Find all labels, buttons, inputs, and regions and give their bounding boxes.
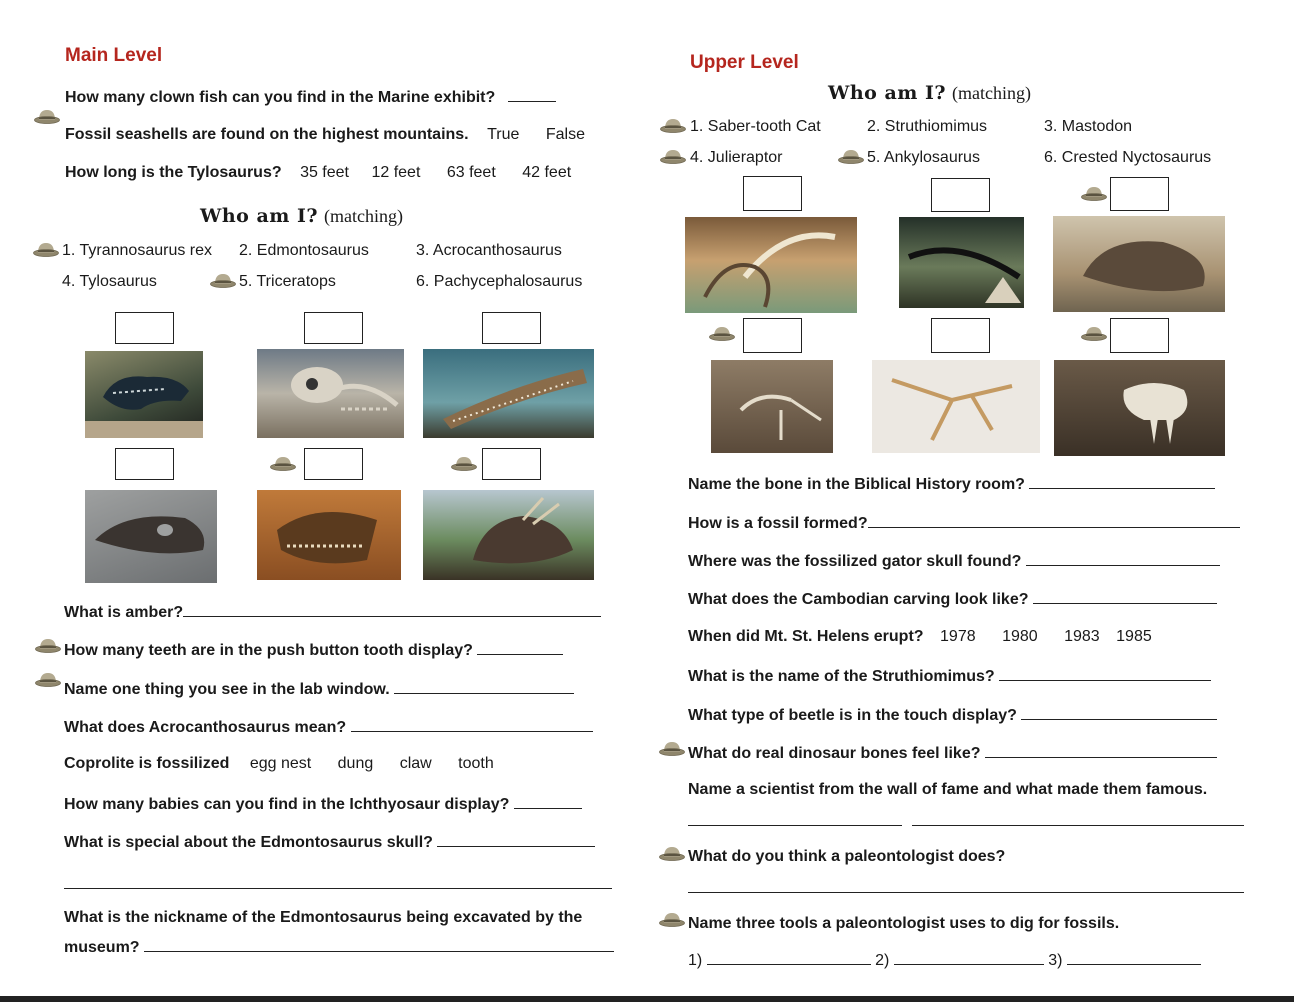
upper-who-item-5: 5. Ankylosaurus <box>867 149 980 166</box>
option-true[interactable]: True <box>487 126 520 143</box>
explorer-hat-icon <box>270 455 296 473</box>
answer-line[interactable] <box>477 640 563 655</box>
upper-q9-text: Name a scientist from the wall of fame and what made them famous. <box>688 781 1208 798</box>
upper-q11-text: Name three tools a paleontologist uses to dig for fossils. <box>688 915 1120 932</box>
upper-who-item-6: 6. Crested Nyctosaurus <box>1044 149 1212 166</box>
answer-box[interactable] <box>743 318 802 353</box>
answer-line[interactable] <box>183 602 601 617</box>
option-1983[interactable]: 1983 <box>1064 628 1100 645</box>
page-bottom-border <box>0 996 1294 1002</box>
main-who-item-2: 2. Edmontosaurus <box>239 242 369 259</box>
option-63-feet[interactable]: 63 feet <box>446 164 496 181</box>
answer-box[interactable] <box>304 448 363 480</box>
explorer-hat-icon <box>1081 185 1107 203</box>
option-dung[interactable]: dung <box>337 755 374 772</box>
answer-line[interactable] <box>1029 474 1215 489</box>
nyctosaurus-photo <box>899 217 1024 308</box>
main-q1 <box>65 87 556 107</box>
upper-q9 <box>688 781 1207 799</box>
answer-line[interactable] <box>394 679 574 694</box>
upper-q2 <box>688 513 1240 533</box>
upper-q7-text: What type of beetle is in the touch display? <box>688 707 1017 724</box>
answer-line[interactable] <box>144 937 614 952</box>
tool-3-label: 3) <box>1048 952 1063 969</box>
main-q3-text: How long is the Tylosaurus? <box>65 164 282 181</box>
explorer-hat-icon <box>33 241 59 259</box>
who-title: Who am I? <box>200 205 318 227</box>
main-level-heading: Main Level <box>65 45 163 66</box>
explorer-hat-icon <box>35 671 61 689</box>
explorer-hat-icon <box>35 637 61 655</box>
upper-q11 <box>688 915 1119 933</box>
julieraptor-skeleton-photo <box>711 360 833 453</box>
answer-box[interactable] <box>482 312 541 344</box>
main-q2-text: Fossil seashells are found on the highest mountains. <box>65 126 469 143</box>
main-q9 <box>64 794 582 814</box>
option-35-feet[interactable]: 35 feet <box>300 164 349 181</box>
tool-2-label: 2) <box>875 952 890 969</box>
upper-who-item-3: 3. Mastodon <box>1044 118 1133 135</box>
main-q10 <box>64 832 595 852</box>
upper-q3-text: Where was the fossilized gator skull found? <box>688 553 1022 570</box>
answer-box[interactable] <box>482 448 541 480</box>
answer-line[interactable] <box>437 832 595 847</box>
option-1980[interactable]: 1980 <box>1002 628 1038 645</box>
tools-answers <box>688 950 1201 970</box>
main-q6 <box>64 679 574 699</box>
answer-line[interactable] <box>985 743 1217 758</box>
main-q6-text: Name one thing you see in the lab window. <box>64 681 390 698</box>
answer-line[interactable] <box>64 888 612 889</box>
option-12-feet[interactable]: 12 feet <box>371 164 421 181</box>
option-1978[interactable]: 1978 <box>940 628 976 645</box>
upper-q5 <box>688 628 1152 646</box>
main-q11-text-cont: museum? <box>64 939 140 956</box>
explorer-hat-icon <box>659 911 685 929</box>
main-q10-text: What is special about the Edmontosaurus skull? <box>64 834 433 851</box>
main-who-item-4: 4. Tylosaurus <box>62 273 157 290</box>
upper-q6 <box>688 666 1211 686</box>
answer-line[interactable] <box>688 892 1244 893</box>
answer-line[interactable] <box>1021 705 1217 720</box>
main-who-am-i-title <box>200 205 403 227</box>
main-who-item-1: 1. Tyrannosaurus rex <box>62 242 213 259</box>
answer-box[interactable] <box>931 318 990 353</box>
upper-q8-text: What do real dinosaur bones feel like? <box>688 745 981 762</box>
answer-line[interactable] <box>999 666 1211 681</box>
triceratops-skull-photo <box>423 490 594 580</box>
who-sub: (matching) <box>324 206 404 226</box>
tool-1-label: 1) <box>688 952 703 969</box>
option-claw[interactable]: claw <box>399 755 432 772</box>
explorer-hat-icon <box>838 148 864 166</box>
answer-line[interactable] <box>351 717 593 732</box>
answer-box[interactable] <box>931 178 990 212</box>
option-egg-nest[interactable]: egg nest <box>249 755 312 772</box>
answer-box[interactable] <box>115 312 174 344</box>
main-q5-text: How many teeth are in the push button tooth display? <box>64 642 473 659</box>
upper-q6-text: What is the name of the Struthiomimus? <box>688 668 995 685</box>
main-q2 <box>65 126 585 144</box>
explorer-hat-icon <box>659 845 685 863</box>
explorer-hat-icon <box>210 272 236 290</box>
answer-line[interactable] <box>868 513 1240 528</box>
upper-q8 <box>688 743 1217 763</box>
answer-line[interactable] <box>1067 950 1201 965</box>
mastodon-skeleton-photo <box>685 217 857 313</box>
answer-line[interactable] <box>1026 551 1220 566</box>
upper-who-am-i-title <box>828 82 1031 104</box>
explorer-hat-icon <box>709 325 735 343</box>
saber-tooth-cat-skull-photo <box>1054 360 1225 456</box>
upper-q2-text: How is a fossil formed? <box>688 515 868 532</box>
main-q11-text: What is the nickname of the Edmontosaurus being excavated by the <box>64 909 583 926</box>
answer-box[interactable] <box>304 312 363 344</box>
explorer-hat-icon <box>660 117 686 135</box>
option-tooth[interactable]: tooth <box>458 755 494 772</box>
explorer-hat-icon <box>659 740 685 758</box>
main-q4-text: What is amber? <box>64 604 184 621</box>
who-title: Who am I? <box>828 82 946 104</box>
upper-q7 <box>688 705 1217 725</box>
acrocanthosaurus-skull-photo <box>257 490 401 580</box>
answer-box[interactable] <box>1110 177 1169 211</box>
upper-who-item-1: 1. Saber-tooth Cat <box>690 118 821 135</box>
main-q3 <box>65 164 571 182</box>
option-1985[interactable]: 1985 <box>1116 628 1152 645</box>
upper-q1 <box>688 474 1215 494</box>
upper-q5-text: When did Mt. St. Helens erupt? <box>688 628 924 645</box>
main-q9-text: How many babies can you find in the Ichthyosaur display? <box>64 796 510 813</box>
answer-line[interactable] <box>707 950 871 965</box>
tylosaurus-jaw-photo <box>423 349 594 438</box>
ankylosaurus-skull-photo <box>1053 216 1225 312</box>
upper-q10 <box>688 848 1005 866</box>
explorer-hat-icon <box>34 108 60 126</box>
upper-level-heading: Upper Level <box>690 52 799 73</box>
upper-who-item-4: 4. Julieraptor <box>690 149 783 166</box>
upper-q4 <box>688 589 1217 609</box>
main-q11-cont <box>64 937 614 957</box>
edmontosaurus-skull-photo <box>85 490 217 583</box>
answer-line[interactable] <box>912 825 1244 826</box>
main-who-item-5: 5. Triceratops <box>239 273 336 290</box>
answer-box[interactable] <box>743 176 802 211</box>
main-q1-text: How many clown fish can you find in the Marine exhibit? <box>65 89 496 106</box>
answer-line[interactable] <box>688 825 902 826</box>
trex-skull-photo <box>85 351 203 438</box>
main-q8-text: Coprolite is fossilized <box>64 755 230 772</box>
upper-q1-text: Name the bone in the Biblical History room? <box>688 476 1025 493</box>
main-q4 <box>64 602 601 622</box>
main-who-item-6: 6. Pachycephalosaurus <box>416 273 583 290</box>
struthiomimus-fossil-photo <box>872 360 1040 453</box>
main-who-item-3: 3. Acrocanthosaurus <box>416 242 562 259</box>
explorer-hat-icon <box>660 148 686 166</box>
main-q7 <box>64 717 593 737</box>
main-q8 <box>64 755 494 773</box>
pachycephalosaurus-skeleton-photo <box>257 349 404 438</box>
option-false[interactable]: False <box>545 126 585 143</box>
answer-box[interactable] <box>1110 318 1169 353</box>
main-q5 <box>64 640 563 660</box>
main-q11 <box>64 909 582 927</box>
explorer-hat-icon <box>451 455 477 473</box>
answer-line[interactable] <box>514 794 582 809</box>
option-42-feet[interactable]: 42 feet <box>522 164 572 181</box>
main-q7-text: What does Acrocanthosaurus mean? <box>64 719 347 736</box>
explorer-hat-icon <box>1081 325 1107 343</box>
upper-q3 <box>688 551 1220 571</box>
upper-q10-text: What do you think a paleontologist does? <box>688 848 1006 865</box>
answer-line[interactable] <box>894 950 1044 965</box>
who-sub: (matching) <box>952 83 1032 103</box>
upper-q4-text: What does the Cambodian carving look like? <box>688 591 1029 608</box>
answer-box[interactable] <box>115 448 174 480</box>
upper-who-item-2: 2. Struthiomimus <box>867 118 988 135</box>
answer-line[interactable] <box>1033 589 1217 604</box>
answer-line[interactable] <box>508 87 556 102</box>
